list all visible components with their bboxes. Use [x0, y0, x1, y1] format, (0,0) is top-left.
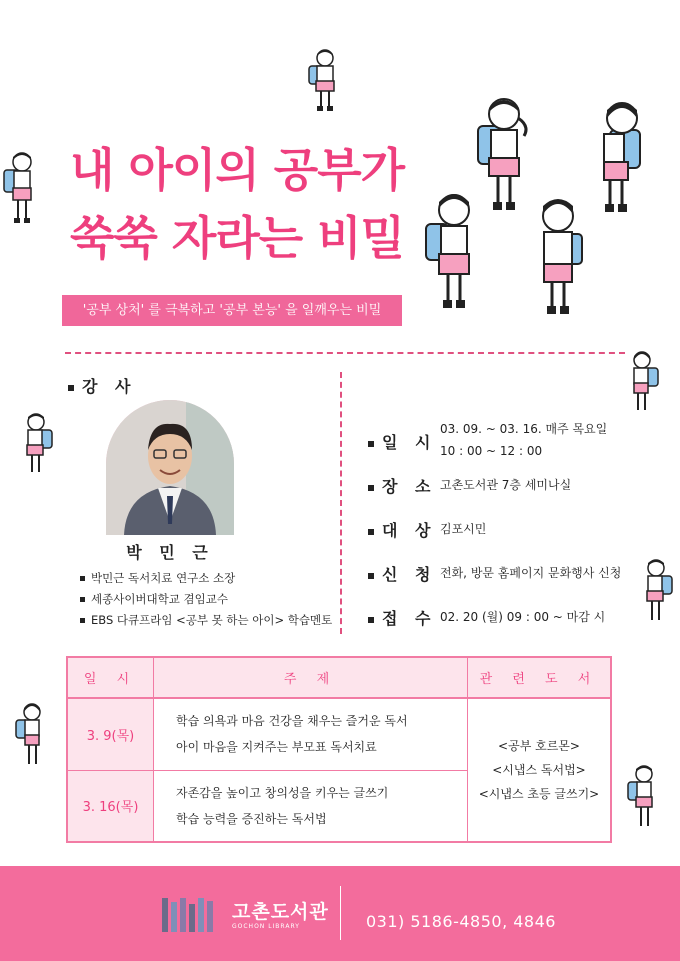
target-value: 김포시민 [440, 522, 487, 536]
book-item: <시냅스 독서법> [492, 763, 586, 777]
topic-item: 학습 능력을 증진하는 독서법 [176, 811, 327, 826]
library-logo-icon [162, 898, 218, 932]
session-topics [154, 771, 467, 842]
speaker-credentials [80, 568, 332, 631]
girl-student-icon [22, 412, 54, 480]
boy-student-icon [532, 196, 588, 320]
session-date: 3. 16(목) [68, 771, 153, 842]
credential-item: 박민근 독서치료 연구소 소장 [80, 568, 332, 589]
girl-student-icon [626, 764, 658, 834]
books-column [468, 699, 610, 841]
book-item: <시냅스 초등 글쓰기> [478, 787, 600, 801]
speaker-name: 박 민 근 [126, 543, 214, 562]
session-date: 3. 9(목) [68, 699, 153, 771]
girl-student-icon [642, 558, 674, 628]
topic-column [154, 699, 468, 841]
table-header-row [68, 658, 610, 699]
date-column [68, 699, 154, 841]
title-line-1: 내 아이의 공부가 [70, 143, 405, 197]
date-value-line1: 03. 09. ~ 03. 16. 매주 목요일 [440, 422, 608, 436]
receipt-label: 접 수 [368, 606, 436, 629]
girl-student-icon [305, 48, 341, 116]
header-topic: 주 제 [154, 658, 468, 697]
boy-student-icon [596, 100, 656, 218]
topic-item: 아이 마음을 지켜주는 부모표 독서치료 [176, 740, 377, 755]
dashed-divider-vertical [340, 372, 342, 634]
speaker-photo [106, 400, 234, 535]
session-topics [154, 699, 467, 771]
subtitle-banner: '공부 상처' 를 극복하고 '공부 본능' 을 일깨우는 비밀 [62, 295, 402, 326]
place-value: 고촌도서관 7층 세미나실 [440, 478, 572, 492]
dashed-divider-horizontal [65, 352, 625, 354]
apply-value: 전화, 방문 홈페이지 문화행사 신청 [440, 566, 622, 580]
book-item: <공부 호르몬> [498, 739, 580, 753]
date-value-line2: 10 : 00 ~ 12 : 00 [440, 444, 543, 458]
girl-student-icon [424, 190, 480, 314]
credential-item: 세종사이버대학교 겸임교수 [80, 589, 332, 610]
footer-divider [340, 886, 341, 940]
library-name: 고촌도서관 [232, 901, 329, 923]
contact-phone: 031) 5186-4850, 4846 [366, 912, 556, 931]
target-label: 대 상 [368, 518, 436, 541]
topic-item: 학습 의욕과 마음 건강을 채우는 즐거운 독서 [176, 714, 408, 729]
library-name-english: GOCHON LIBRARY [232, 923, 300, 930]
credential-item: EBS 다큐프라임 <공부 못 하는 아이> 학습멘토 [80, 610, 332, 631]
girl-student-icon [2, 150, 38, 228]
header-date: 일 시 [68, 658, 154, 697]
apply-label: 신 청 [368, 562, 436, 585]
title-line-2: 쑥쑥 자라는 비밀 [70, 211, 405, 265]
place-label: 장 소 [368, 474, 436, 497]
topic-item: 자존감을 높이고 창의성을 키우는 글쓰기 [176, 785, 389, 800]
footer-bar [0, 866, 680, 961]
header-books: 관 련 도 서 [479, 672, 599, 687]
speaker-section-label: 강 사 [68, 374, 136, 397]
boy-student-icon [14, 702, 46, 772]
girl-student-icon [474, 96, 532, 216]
boy-student-icon [628, 350, 660, 418]
schedule-table [66, 656, 612, 843]
date-label: 일 시 [368, 430, 436, 453]
receipt-value: 02. 20 (월) 09 : 00 ~ 마감 시 [440, 610, 606, 624]
